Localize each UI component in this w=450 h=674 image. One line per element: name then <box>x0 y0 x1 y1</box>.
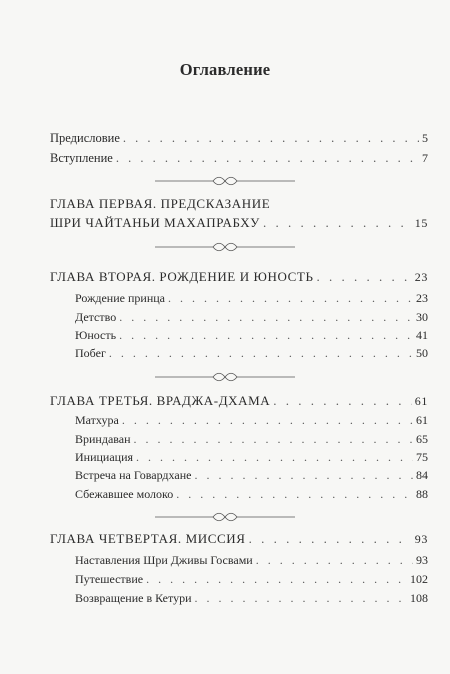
toc-entry-label: ГЛАВА ТРЕТЬЯ. ВРАДЖА-ДХАМА <box>50 393 271 408</box>
leader-dots <box>122 412 413 428</box>
ornament-divider <box>155 175 295 187</box>
toc-entry-page: 102 <box>410 572 428 586</box>
toc-entry-page: 88 <box>416 487 428 501</box>
toc-entry-label: Детство <box>75 310 117 324</box>
toc-entry-label: Побег <box>75 346 106 360</box>
leader-dots <box>136 449 413 465</box>
leader-dots <box>317 269 412 285</box>
toc-entry-label: Встреча на Говардхане <box>75 468 192 482</box>
toc-entry-page: 61 <box>416 413 428 427</box>
toc-entry-label: Вриндаван <box>75 432 131 446</box>
toc-entry-chapter-2[interactable] <box>50 269 428 285</box>
toc-entry-page: 50 <box>416 346 428 360</box>
leader-dots <box>134 431 413 447</box>
toc-entry-page: 93 <box>416 553 428 567</box>
toc-entry-label: Возвращение в Кетури <box>75 591 192 605</box>
toc-entry[interactable] <box>75 590 428 606</box>
toc-entry-page: 65 <box>416 432 428 446</box>
toc-entry-chapter-1[interactable] <box>50 215 428 231</box>
leader-dots <box>194 467 413 483</box>
toc-entry[interactable] <box>75 552 428 568</box>
toc-entry[interactable] <box>75 467 428 483</box>
toc-entry-label: Путешествие <box>75 572 144 586</box>
toc-entry-label: Юность <box>75 328 117 342</box>
leader-dots <box>119 309 413 325</box>
leader-dots <box>116 150 419 166</box>
toc-entry-page: 23 <box>414 270 428 284</box>
toc-entry-label: Сбежавшее молоко <box>75 487 174 501</box>
leader-dots <box>176 486 413 502</box>
leader-dots <box>249 531 412 547</box>
toc-entry-label: ГЛАВА ВТОРАЯ. РОЖДЕНИЕ И ЮНОСТЬ <box>50 269 314 284</box>
toc-entry-label: Матхура <box>75 413 119 427</box>
toc-entry[interactable] <box>75 309 428 325</box>
toc-entry-page: 7 <box>422 151 428 165</box>
toc-entry[interactable] <box>75 345 428 361</box>
toc-entry-page: 61 <box>414 394 428 408</box>
toc-entry[interactable] <box>75 412 428 428</box>
toc-entry-preface[interactable] <box>50 130 428 146</box>
toc-entry-label: Предисловие <box>50 131 120 145</box>
leader-dots <box>123 130 419 146</box>
toc-entry[interactable] <box>75 571 428 587</box>
toc-entry-page: 23 <box>416 291 428 305</box>
toc-entry[interactable] <box>75 486 428 502</box>
toc-entry-page: 75 <box>416 450 428 464</box>
leader-dots <box>263 215 412 231</box>
toc-entry-label: Рождение принца <box>75 291 165 305</box>
leader-dots <box>256 552 413 568</box>
toc-entry-page: 41 <box>416 328 428 342</box>
toc-entry[interactable] <box>75 290 428 306</box>
ornament-divider <box>155 511 295 523</box>
toc-entry-chapter-3[interactable] <box>50 393 428 409</box>
toc-entry-chapter-4[interactable] <box>50 531 428 547</box>
toc-entry-page: 108 <box>410 591 428 605</box>
toc-entry[interactable] <box>75 327 428 343</box>
leader-dots <box>273 393 412 409</box>
leader-dots <box>168 290 413 306</box>
leader-dots <box>119 327 413 343</box>
toc-entry-label: ГЛАВА ЧЕТВЕРТАЯ. МИССИЯ <box>50 531 246 546</box>
toc-entry-label: ШРИ ЧАЙТАНЬИ МАХАПРАБХУ <box>50 215 260 230</box>
leader-dots <box>195 590 407 606</box>
toc-entry-label: Наставления Шри Дживы Госвами <box>75 553 253 567</box>
page-title: Оглавление <box>179 60 271 79</box>
toc-entry[interactable] <box>75 449 428 465</box>
toc-entry-label: Вступление <box>50 151 113 165</box>
toc-entry-introduction[interactable] <box>50 150 428 166</box>
ornament-divider <box>155 241 295 253</box>
leader-dots <box>146 571 407 587</box>
toc-entry-page: 93 <box>414 532 428 546</box>
leader-dots <box>109 345 413 361</box>
toc-entry-label: Инициация <box>75 450 134 464</box>
toc-entry[interactable] <box>75 431 428 447</box>
ornament-divider <box>155 371 295 383</box>
chapter-1-heading-line1: ГЛАВА ПЕРВАЯ. ПРЕДСКАЗАНИЕ <box>50 196 271 211</box>
toc-entry-page: 84 <box>416 468 428 482</box>
toc-entry-page: 5 <box>422 131 428 145</box>
toc-entry-page: 15 <box>414 216 428 230</box>
toc-entry-page: 30 <box>416 310 428 324</box>
